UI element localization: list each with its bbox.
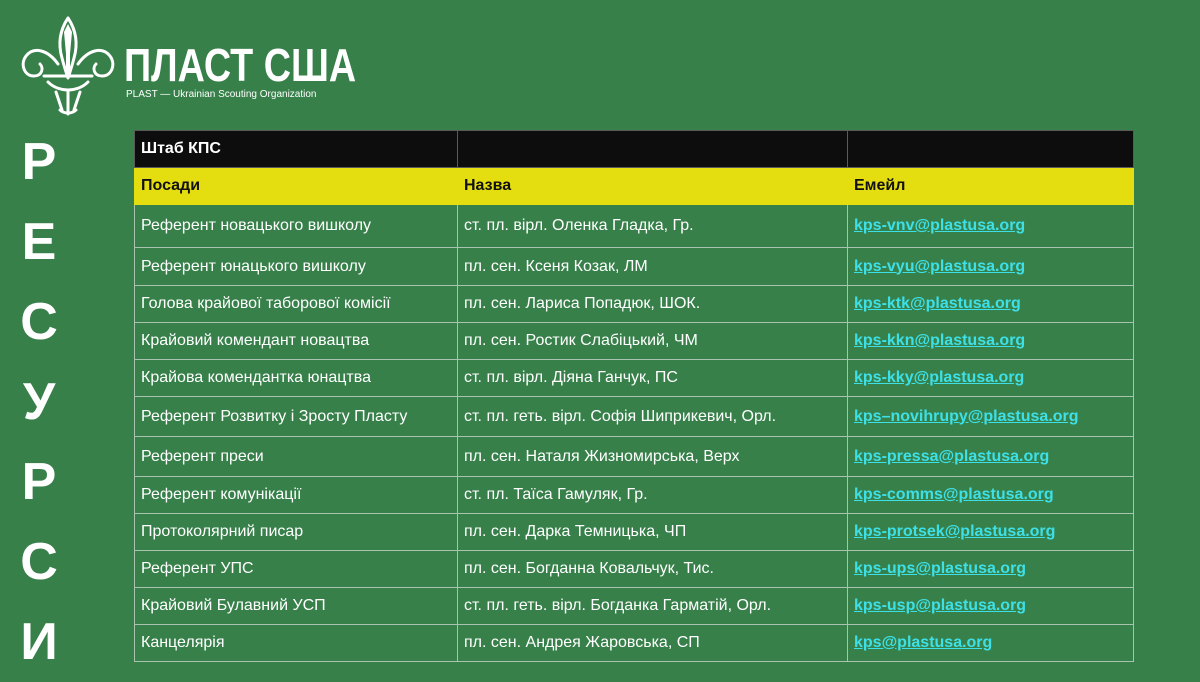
cell-email [848,437,1134,477]
table-row [135,625,1134,662]
email-link[interactable]: kps-vyu@plastusa.org [854,257,1026,275]
cell-email [848,248,1134,286]
cell-name: пл. сен. Ростик Слабіцький, ЧМ [458,323,848,360]
staff-table [134,130,1134,662]
table-row [135,286,1134,323]
cell-name: пл. сен. Дарка Темницька, ЧП [458,514,848,551]
cell-name: пл. сен. Ксеня Козак, ЛМ [458,248,848,286]
cell-email [848,205,1134,248]
cell-position: Крайова комендантка юнацтва [135,360,458,397]
cell-position: Референт Розвитку і Зросту Пласту [135,397,458,437]
table-row [135,551,1134,588]
side-title-letter: Е [21,213,57,271]
plast-logo [20,14,357,120]
email-link[interactable]: kps-kkn@plastusa.org [854,332,1026,349]
cell-name: пл. сен. Андрея Жаровська, СП [458,625,848,662]
brand-subtitle: PLAST — Ukrainian Scouting Organization [126,89,317,100]
table-row [135,323,1134,360]
cell-email [848,323,1134,360]
cell-name: пл. сен. Богданна Ковальчук, Тис. [458,551,848,588]
table-row [135,588,1134,625]
cell-name: ст. пл. вірл. Оленка Гладка, Гр. [458,205,848,248]
cell-name: ст. пл. геть. вірл. Софія Шиприкевич, Орл. [458,397,848,437]
cell-position: Референт юнацького вишколу [135,248,458,286]
cell-email [848,477,1134,514]
email-link[interactable]: kps-ups@plastusa.org [854,560,1027,577]
email-link[interactable]: kps@plastusa.org [854,634,993,651]
side-title-letter: Р [21,453,57,511]
cell-position: Крайовий комендант новацтва [135,323,458,360]
cell-position: Канцелярія [135,625,458,662]
staff-table-container [134,130,1133,662]
email-link[interactable]: kps-protsek@plastusa.org [854,523,1056,540]
table-row [135,360,1134,397]
brand-name: ПЛАСТ США [124,39,357,91]
cell-email [848,625,1134,662]
table-row [135,477,1134,514]
side-title-letter: У [22,373,56,431]
email-link[interactable]: kps-vnv@plastusa.org [854,217,1026,234]
cell-position: Референт новацького вишколу [135,205,458,248]
header-name: Назва [458,168,848,205]
cell-name: ст. пл. геть. вірл. Богданка Гарматій, Орл. [458,588,848,625]
table-row [135,437,1134,477]
side-title-letter: С [20,293,58,351]
cell-position: Референт УПС [135,551,458,588]
cell-position: Голова крайової таборової комісії [135,286,458,323]
table-title: Штаб КПС [135,131,458,168]
header-position: Посади [135,168,458,205]
cell-email [848,397,1134,437]
table-title-cell-empty [458,131,848,168]
email-link[interactable]: kps-kky@plastusa.org [854,369,1025,386]
table-header-row [135,168,1134,205]
email-link[interactable]: kps-comms@plastusa.org [854,486,1054,503]
cell-name: пл. сен. Наталя Жизномирська, Верх [458,437,848,477]
side-title-letter: И [20,613,58,671]
table-row [135,514,1134,551]
side-title-letter: Р [21,133,57,191]
header-email: Емейл [848,168,1134,205]
table-row [135,248,1134,286]
cell-position: Референт преси [135,437,458,477]
email-link[interactable]: kps-usp@plastusa.org [854,597,1027,614]
table-row [135,397,1134,437]
table-title-row [135,131,1134,168]
email-link[interactable]: kps-ktk@plastusa.org [854,295,1021,312]
cell-email [848,286,1134,323]
cell-position: Крайовий Булавний УСП [135,588,458,625]
cell-position: Протоколярний писар [135,514,458,551]
table-title-cell-empty [848,131,1134,168]
cell-name: ст. пл. вірл. Діяна Ганчук, ПС [458,360,848,397]
table-row [135,205,1134,248]
cell-email [848,360,1134,397]
cell-name: ст. пл. Таїса Гамуляк, Гр. [458,477,848,514]
cell-email [848,514,1134,551]
side-title-letter: С [20,533,58,591]
plast-lily-trident-icon [20,14,116,120]
cell-email [848,551,1134,588]
cell-email [848,588,1134,625]
cell-position: Референт комунікації [135,477,458,514]
email-link[interactable]: kps-pressa@plastusa.org [854,447,1050,465]
email-link[interactable]: kps–novihrupy@plastusa.org [854,407,1079,425]
cell-name: пл. сен. Лариса Попадюк, ШОК. [458,286,848,323]
side-title-resources [14,122,64,682]
